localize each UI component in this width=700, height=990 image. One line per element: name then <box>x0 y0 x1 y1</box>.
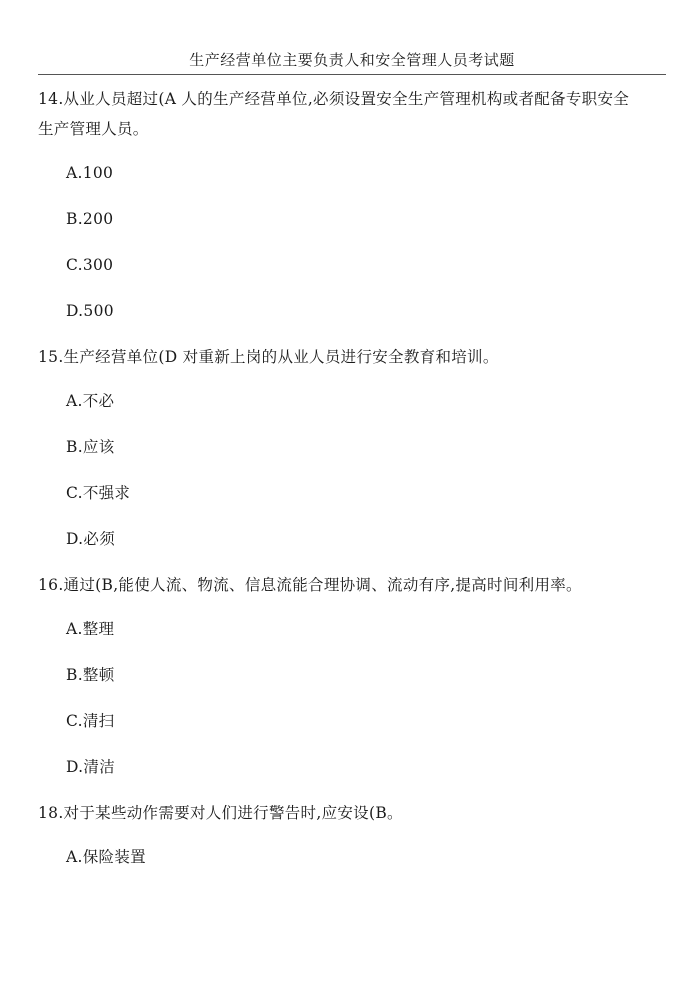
question-18-option-a: A.保险装置 <box>66 848 146 866</box>
question-14 <box>38 84 668 322</box>
question-16-option-c: C.清扫 <box>66 712 115 730</box>
page-title: 生产经营单位主要负责人和安全管理人员考试题 <box>189 51 515 69</box>
question-14-text-line1: 14.从业人员超过(A 人的生产经营单位,必须设置安全生产管理机构或者配备专职安全 <box>38 90 630 108</box>
question-16-option-b: B.整顿 <box>66 666 115 684</box>
question-15-option-a: A.不必 <box>66 392 115 410</box>
question-14-option-d: D.500 <box>66 302 114 320</box>
page-header <box>38 46 666 75</box>
question-15 <box>38 342 668 550</box>
question-18-text: 18.对于某些动作需要对人们进行警告时,应安设(B。 <box>38 804 403 822</box>
question-15-option-d: D.必须 <box>66 530 116 548</box>
question-16-text: 16.通过(B,能使人流、物流、信息流能合理协调、流动有序,提高时间利用率。 <box>38 576 582 594</box>
question-16-option-d: D.清洁 <box>66 758 116 776</box>
question-list <box>38 84 668 868</box>
question-14-option-a: A.100 <box>66 164 114 182</box>
question-14-option-b: B.200 <box>66 210 114 228</box>
question-16 <box>38 570 668 778</box>
question-18 <box>38 798 668 868</box>
question-14-option-c: C.300 <box>66 256 114 274</box>
question-14-text-line2: 生产管理人员。 <box>38 120 149 138</box>
question-16-option-a: A.整理 <box>66 620 115 638</box>
question-15-option-b: B.应该 <box>66 438 115 456</box>
question-15-text: 15.生产经营单位(D 对重新上岗的从业人员进行安全教育和培训。 <box>38 348 499 366</box>
question-15-option-c: C.不强求 <box>66 484 131 502</box>
